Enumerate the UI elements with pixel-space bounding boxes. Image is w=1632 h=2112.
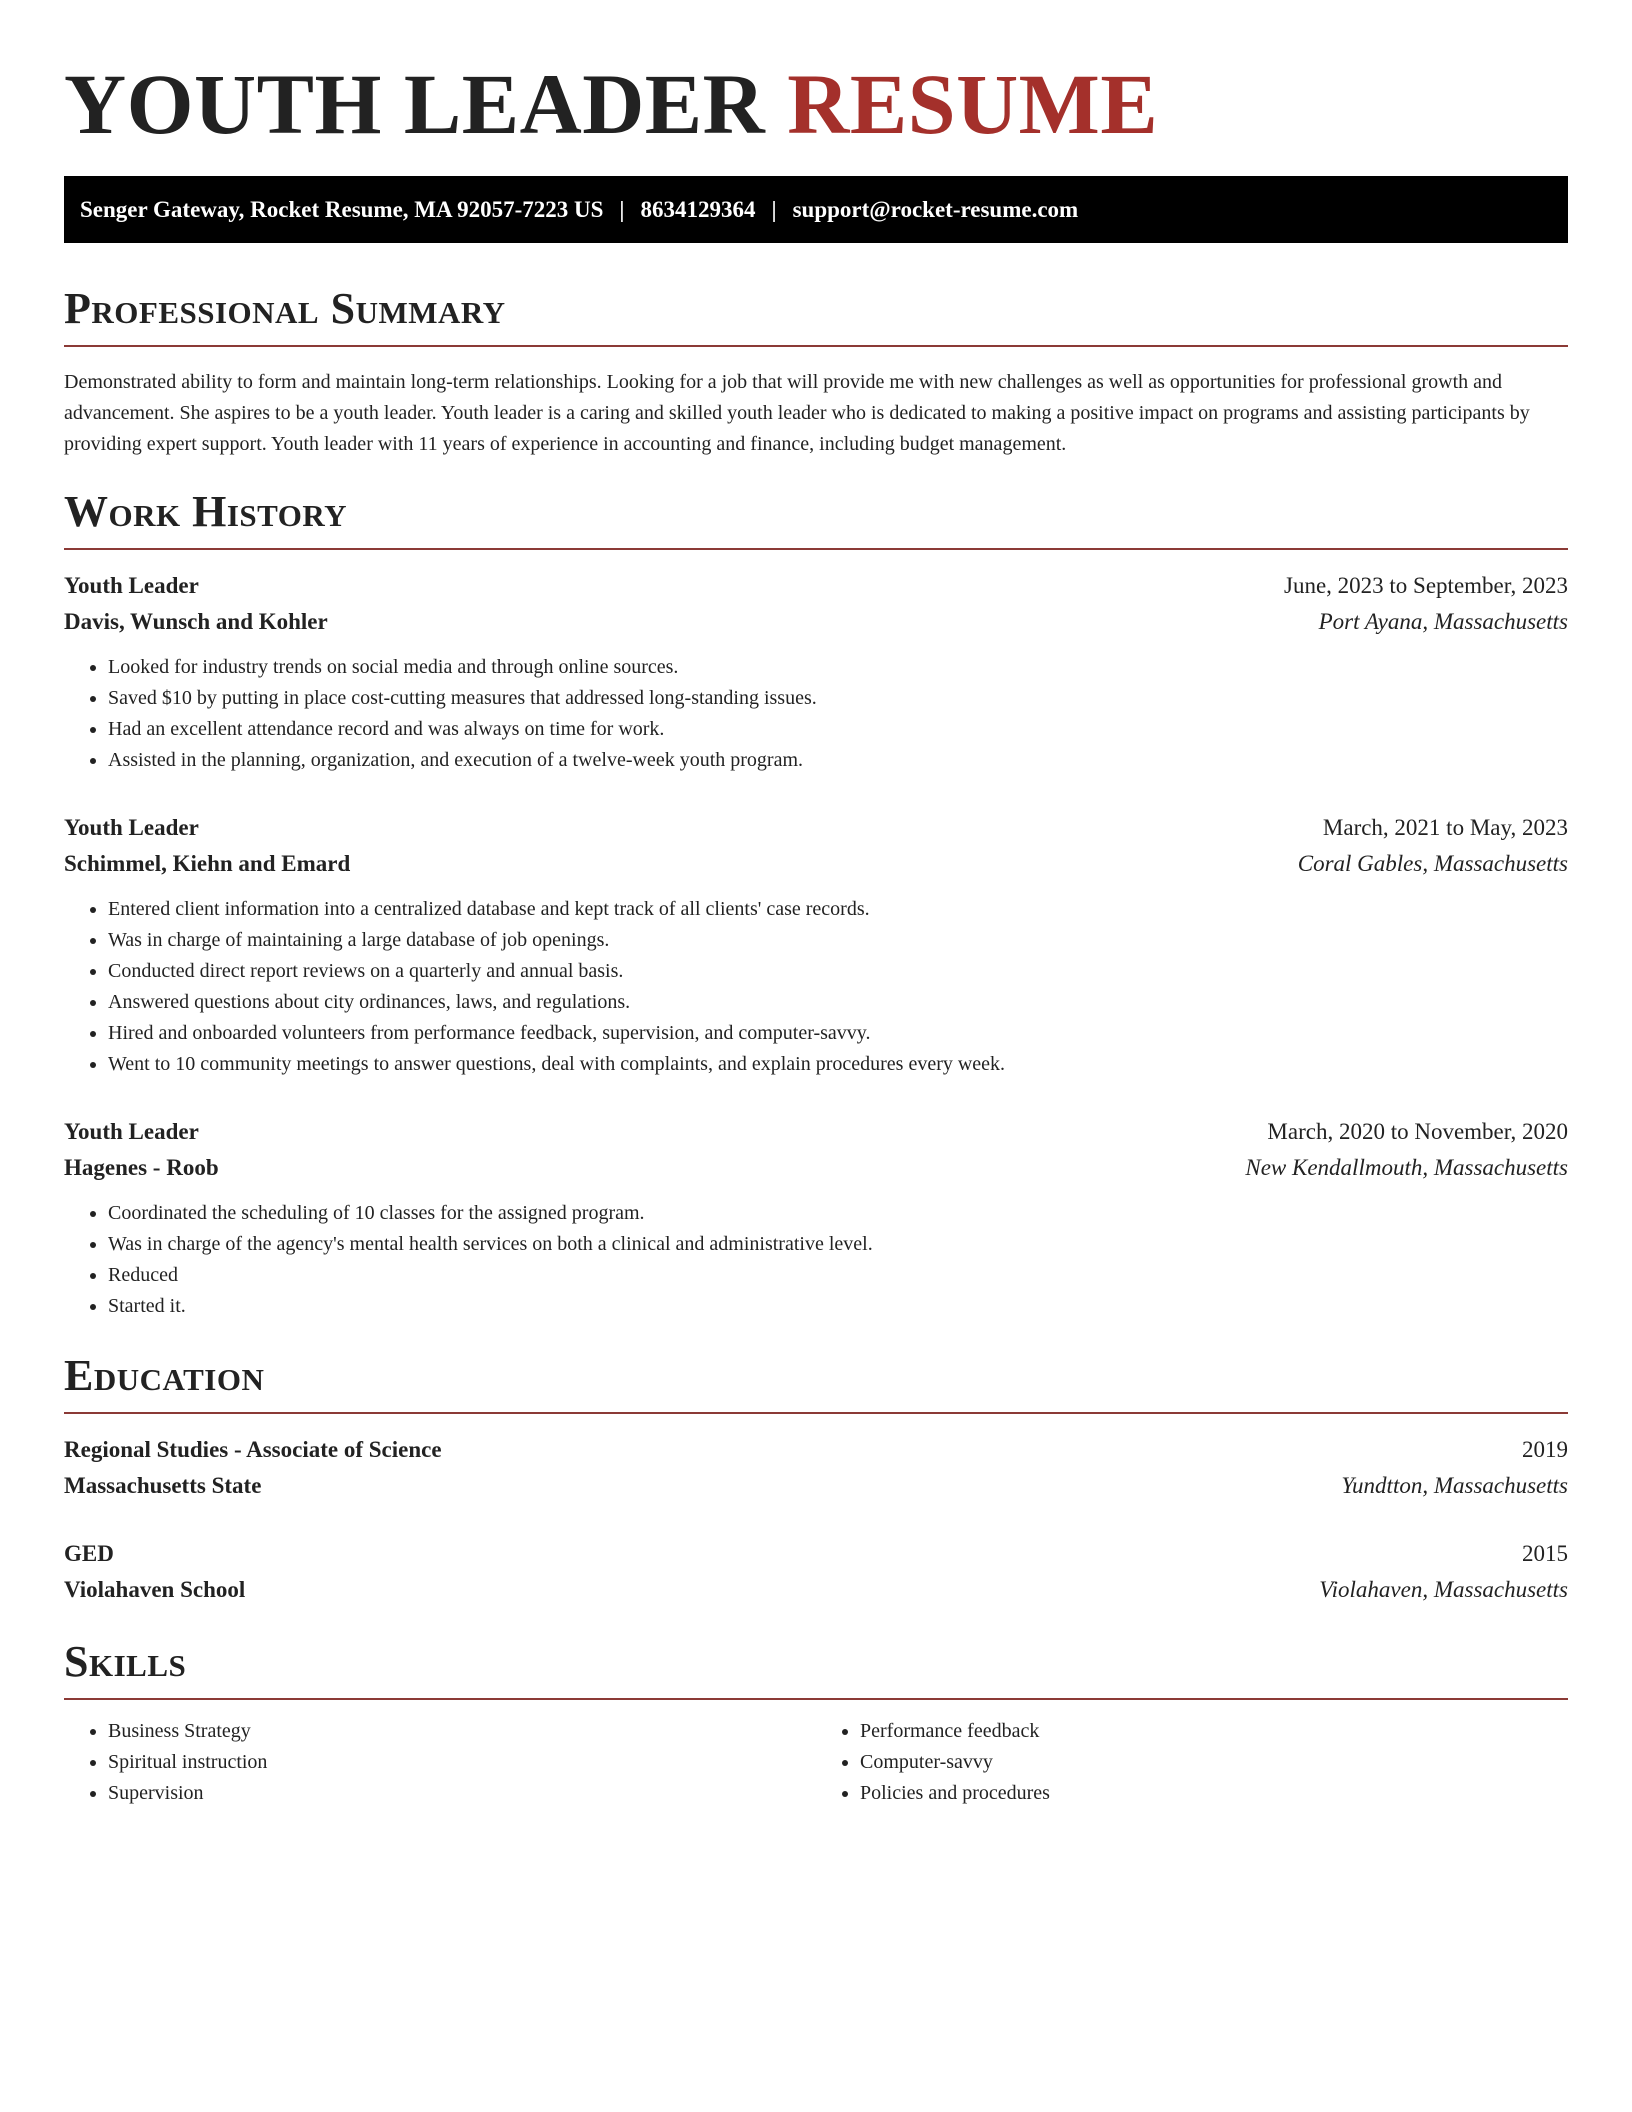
job-bullets — [64, 894, 1568, 1080]
skills-heading: Skills — [64, 1636, 1568, 1700]
job-bullet: • Hired and onboarded volunteers from performance feedback, supervision, and computer-savvy. — [108, 1018, 1568, 1049]
job-bullets — [64, 1198, 1568, 1322]
contact-separator: | — [771, 196, 777, 222]
job-bullet: • Entered client information into a centralized database and kept track of all clients' case records. — [108, 894, 1568, 925]
job-bullet: • Conducted direct report reviews on a quarterly and annual basis. — [108, 956, 1568, 987]
education-entry — [64, 1432, 1568, 1504]
education-school-row — [64, 1468, 1568, 1504]
education-heading: Education — [64, 1350, 1568, 1414]
job-bullet: • Went to 10 community meetings to answer questions, deal with complaints, and explain procedures every week. — [108, 1049, 1568, 1080]
job-company: Davis, Wunsch and Kohler — [64, 609, 328, 634]
education-degree-row — [64, 1536, 1568, 1572]
contact-address: Senger Gateway, Rocket Resume, MA 92057-7223 US — [80, 196, 604, 222]
contact-email: support@rocket-resume.com — [792, 196, 1079, 222]
job-company: Hagenes - Roob — [64, 1155, 219, 1180]
job-title: Youth Leader — [64, 815, 199, 840]
summary-heading: Professional Summary — [64, 283, 1568, 347]
title-main: YOUTH LEADER — [64, 56, 766, 152]
resume-title — [64, 56, 1568, 152]
job-company-row — [64, 604, 1568, 640]
education-location: Yundtton, Massachusetts — [1341, 1473, 1568, 1498]
skills-column-right — [816, 1716, 1568, 1809]
job-location: Port Ayana, Massachusetts — [1318, 609, 1568, 634]
job-bullet: • Was in charge of the agency's mental health services on both a clinical and administrative level. — [108, 1229, 1568, 1260]
education-school: Massachusetts State — [64, 1473, 262, 1498]
job-company-row — [64, 846, 1568, 882]
job-title: Youth Leader — [64, 573, 199, 598]
job-title-row — [64, 568, 1568, 604]
job-dates: June, 2023 to September, 2023 — [1284, 573, 1568, 598]
education-degree-row — [64, 1432, 1568, 1468]
work-history-heading: Work History — [64, 486, 1568, 550]
job-bullet: • Started it. — [108, 1291, 1568, 1322]
skills-list — [64, 1716, 1568, 1809]
job-location: Coral Gables, Massachusetts — [1297, 851, 1568, 876]
education-year: 2019 — [1522, 1437, 1568, 1462]
job-company: Schimmel, Kiehn and Emard — [64, 851, 351, 876]
education-location: Violahaven, Massachusetts — [1319, 1577, 1568, 1602]
skill-item: • Business Strategy — [108, 1716, 816, 1747]
job-bullet: • Looked for industry trends on social media and through online sources. — [108, 652, 1568, 683]
job-bullet: • Answered questions about city ordinances, laws, and regulations. — [108, 987, 1568, 1018]
skill-item: • Policies and procedures — [860, 1778, 1568, 1809]
job-entry — [64, 568, 1568, 776]
education-degree: GED — [64, 1541, 114, 1566]
education-school: Violahaven School — [64, 1577, 246, 1602]
job-title-row — [64, 810, 1568, 846]
education-year: 2015 — [1522, 1541, 1568, 1566]
job-bullet: • Saved $10 by putting in place cost-cutting measures that addressed long-standing issues. — [108, 683, 1568, 714]
job-entry — [64, 1114, 1568, 1322]
job-company-row — [64, 1150, 1568, 1186]
job-bullet: • Coordinated the scheduling of 10 classes for the assigned program. — [108, 1198, 1568, 1229]
job-bullet: • Had an excellent attendance record and was always on time for work. — [108, 714, 1568, 745]
job-title-row — [64, 1114, 1568, 1150]
skill-item: • Supervision — [108, 1778, 816, 1809]
title-accent: RESUME — [787, 56, 1159, 152]
job-dates: March, 2021 to May, 2023 — [1322, 815, 1568, 840]
job-bullet: • Reduced — [108, 1260, 1568, 1291]
contact-phone: 8634129364 — [640, 196, 756, 222]
job-dates: March, 2020 to November, 2020 — [1267, 1119, 1568, 1144]
contact-bar — [64, 176, 1568, 243]
contact-separator: | — [619, 196, 625, 222]
job-entry — [64, 810, 1568, 1080]
summary-text: Demonstrated ability to form and maintain long-term relationships. Looking for a job that will provide me with new challenges as well as opportunities for professional growth and advancement. She aspires to be a youth leader. Youth leader is a caring and skilled youth leader who is dedicated to making a positive impact on programs and assisting participants by providing expert support. Youth leader with 11 years of experience in accounting and finance, including budget management. — [64, 371, 1530, 455]
job-bullets — [64, 652, 1568, 776]
skills-column-left — [64, 1716, 816, 1809]
education-school-row — [64, 1572, 1568, 1608]
job-title: Youth Leader — [64, 1119, 199, 1144]
skill-item: • Performance feedback — [860, 1716, 1568, 1747]
education-entry — [64, 1536, 1568, 1608]
job-location: New Kendallmouth, Massachusetts — [1245, 1155, 1568, 1180]
skill-item: • Spiritual instruction — [108, 1747, 816, 1778]
job-bullet: • Assisted in the planning, organization, and execution of a twelve-week youth program. — [108, 745, 1568, 776]
education-degree: Regional Studies - Associate of Science — [64, 1437, 442, 1462]
skill-item: • Computer-savvy — [860, 1747, 1568, 1778]
job-bullet: • Was in charge of maintaining a large database of job openings. — [108, 925, 1568, 956]
